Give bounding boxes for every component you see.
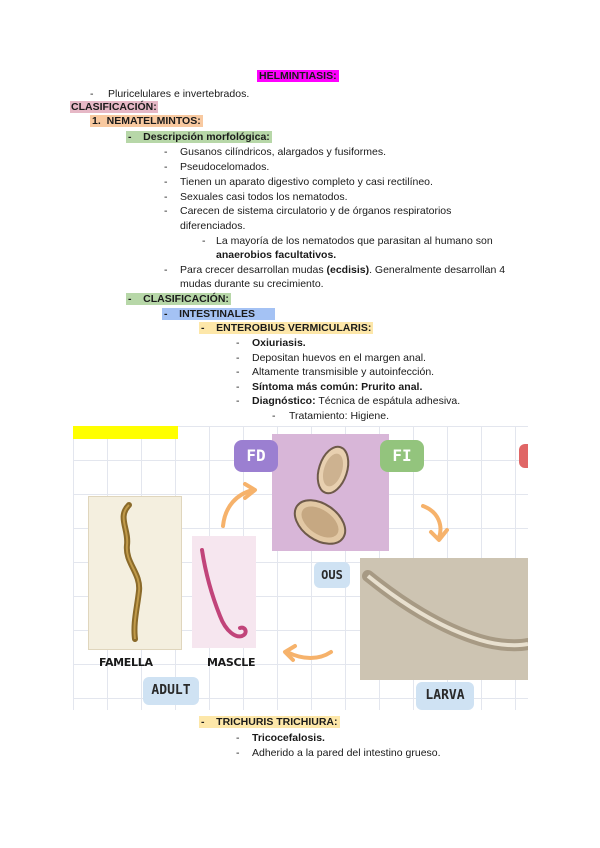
life-cycle-figure xyxy=(73,426,528,710)
bullet-dash: - xyxy=(236,395,240,407)
ous-tag: OUS xyxy=(314,562,350,588)
bullet-dash: - xyxy=(236,381,240,393)
trichuris-heading: - TRICHURIS TRICHIURA: xyxy=(201,716,338,728)
partial-tag xyxy=(519,444,528,468)
mudas-bullet-cont: mudas durante su crecimiento. xyxy=(180,278,324,290)
bullet-dash: - xyxy=(272,410,276,422)
sub-bullet: La mayoría de los nematodos que parasitan al humano son xyxy=(216,235,493,247)
enterobius-diagnostic: Diagnóstico: Técnica de espátula adhesiva. xyxy=(252,395,461,407)
enterobius-treatment: Tratamiento: Higiene. xyxy=(289,410,389,422)
bullet-dash: - xyxy=(164,264,168,276)
trichuris-bullet: Adherido a la pared del intestino grueso. xyxy=(252,747,441,759)
bullet-dash: - xyxy=(164,176,168,188)
bullet-dash: - xyxy=(164,161,168,173)
morph-bullet: Carecen de sistema circulatorio y de órganos respiratorios xyxy=(180,205,452,217)
bullet-dash: - xyxy=(236,366,240,378)
bullet-dash: - xyxy=(164,191,168,203)
male-caption: MASCLE xyxy=(207,656,256,669)
bullet-dash: - xyxy=(236,732,240,744)
bullet-dash: - xyxy=(236,747,240,759)
bullet-dash: - xyxy=(164,205,168,217)
intro-text: Pluricelulares e invertebrados. xyxy=(108,88,250,100)
clasif-subheading: - CLASIFICACIÓN: xyxy=(128,293,229,305)
bullet-dash: - xyxy=(202,235,206,247)
morph-bullet: Gusanos cilíndricos, alargados y fusiformes. xyxy=(180,146,387,158)
intestinales-heading: - INTESTINALES xyxy=(162,308,275,321)
morph-bullet: Tienen un aparato digestivo completo y casi rectilíneo. xyxy=(180,176,433,188)
section-1-heading: 1. NEMATELMINTOS: xyxy=(92,115,201,127)
morph-bullet: Pseudocelomados. xyxy=(180,161,270,173)
enterobius-heading: - ENTEROBIUS VERMICULARIS: xyxy=(201,322,372,334)
arrow-left-icon xyxy=(287,652,331,658)
adult-tag: ADULT xyxy=(143,677,199,705)
larva-tag: LARVA xyxy=(416,682,474,710)
morph-bullet-cont: diferenciados. xyxy=(180,220,246,232)
sub-bullet-cont: anaerobios facultativos. xyxy=(216,249,337,261)
enterobius-bullet: Altamente transmisible y autoinfección. xyxy=(252,366,435,378)
bullet-dash: - xyxy=(236,352,240,364)
fd-tag: FD xyxy=(234,440,278,472)
page-title: HELMINTIASIS: xyxy=(259,70,337,82)
female-caption: FAMELLA xyxy=(99,656,153,669)
trichuris-disease: Tricocefalosis. xyxy=(252,732,325,744)
morph-bullet: Sexuales casi todos los nematodos. xyxy=(180,191,348,203)
enterobius-bullet: Depositan huevos en el margen anal. xyxy=(252,352,426,364)
fi-tag: FI xyxy=(380,440,424,472)
enterobius-disease: Oxiuriasis. xyxy=(252,337,306,349)
bullet-dash: - xyxy=(164,146,168,158)
mudas-bullet: Para crecer desarrollan mudas (ecdisis). Generalmente desarrollan 4 xyxy=(180,264,506,276)
desc-heading: - Descripción morfológica: xyxy=(128,131,270,143)
enterobius-bullet: Síntoma más común: Prurito anal. xyxy=(252,381,423,393)
bullet-dash: - xyxy=(236,337,240,349)
bullet-dash: - xyxy=(90,88,94,100)
clasificacion-heading: CLASIFICACIÓN: xyxy=(71,101,157,113)
